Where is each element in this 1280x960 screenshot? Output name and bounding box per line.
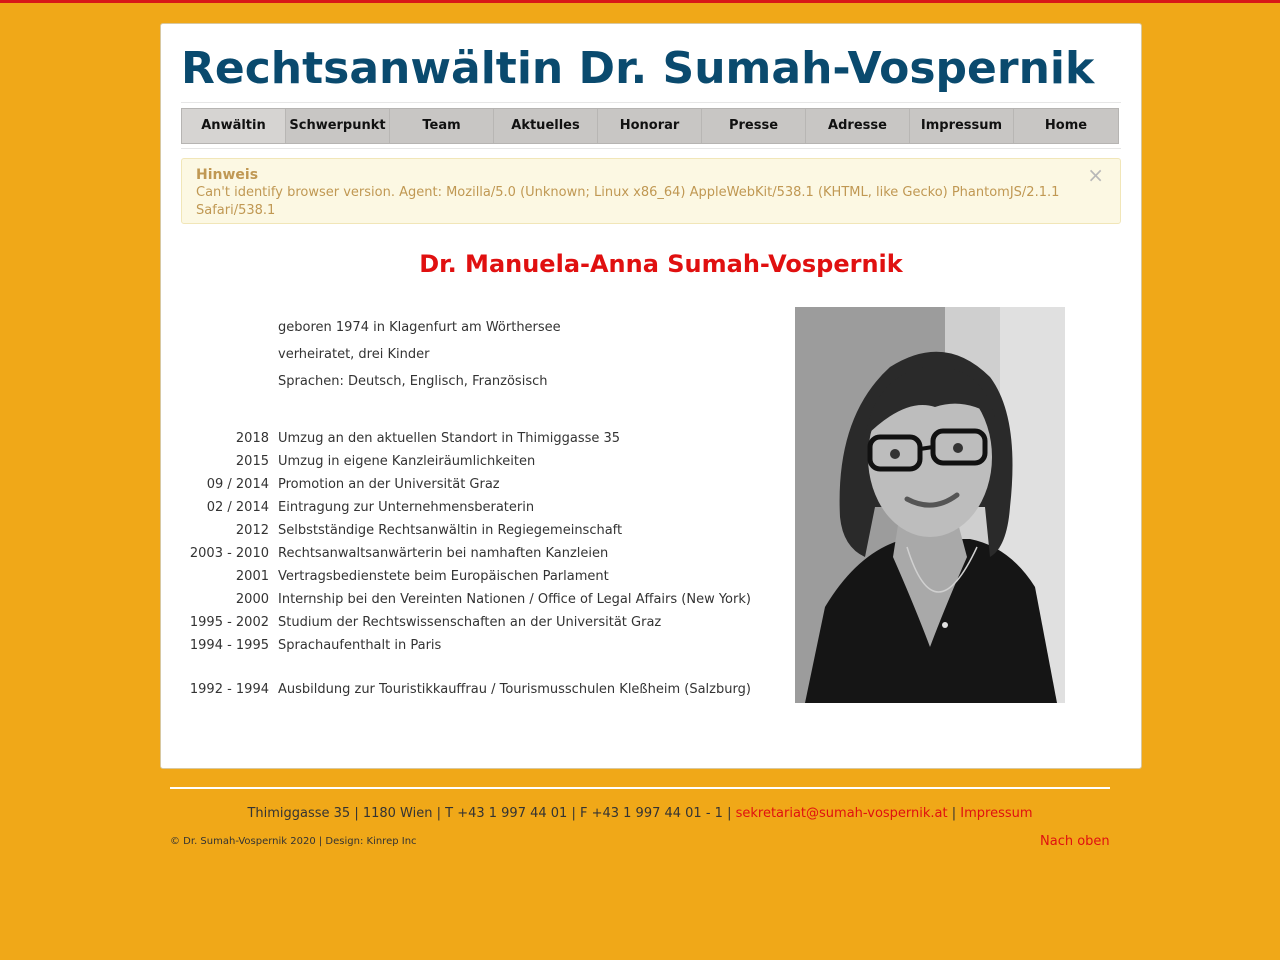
top-accent-line bbox=[0, 0, 1280, 3]
fact-languages: Sprachen: Deutsch, Englisch, Französisch bbox=[278, 374, 548, 389]
nav-item-honorar[interactable]: Honorar bbox=[598, 109, 702, 143]
timeline-row bbox=[181, 680, 751, 703]
timeline-text: Vertragsbedienstete beim Europäischen Parlament bbox=[278, 569, 609, 584]
timeline-year: 1992 - 1994 bbox=[189, 682, 269, 697]
timeline-year: 2012 bbox=[235, 523, 269, 538]
content-card bbox=[160, 23, 1142, 769]
timeline-row bbox=[181, 452, 751, 475]
timeline-row bbox=[181, 613, 751, 636]
timeline-year: 09 / 2014 bbox=[206, 477, 269, 492]
timeline-text: Sprachaufenthalt in Paris bbox=[278, 638, 442, 653]
nav-item-schwerpunkt[interactable]: Schwerpunkt bbox=[286, 109, 390, 143]
email-link[interactable]: sekretariat@sumah-vospernik.at bbox=[735, 806, 948, 821]
divider bbox=[181, 102, 1121, 103]
copyright: © Dr. Sumah-Vospernik 2020 | Design: Kinrep Inc bbox=[170, 836, 417, 847]
browser-warning-alert bbox=[181, 158, 1121, 224]
footer-divider bbox=[170, 787, 1110, 789]
timeline-text: Umzug in eigene Kanzleiräumlichkeiten bbox=[278, 454, 536, 469]
site-title: Rechtsanwältin Dr. Sumah-Vospernik bbox=[181, 43, 1095, 94]
timeline-row bbox=[181, 544, 751, 567]
portrait-illustration bbox=[795, 307, 1065, 703]
person-name: Dr. Manuela-Anna Sumah-Vospernik bbox=[419, 250, 903, 278]
timeline-year: 1995 - 2002 bbox=[189, 615, 269, 630]
timeline-row bbox=[181, 521, 751, 544]
fact-family: verheiratet, drei Kinder bbox=[278, 347, 430, 362]
main-navigation bbox=[181, 108, 1119, 144]
divider bbox=[181, 148, 1121, 149]
footer-address: Thimiggasse 35 | 1180 Wien | T +43 1 997 44 01 | F +43 1 997 44 01 - 1 | bbox=[247, 806, 732, 821]
timeline-year: 2018 bbox=[235, 431, 269, 446]
nav-item-aktuelles[interactable]: Aktuelles bbox=[494, 109, 598, 143]
timeline-text: Internship bei den Vereinten Nationen / Office of Legal Affairs (New York) bbox=[278, 592, 751, 607]
timeline-year: 2001 bbox=[235, 569, 269, 584]
close-icon[interactable]: × bbox=[1087, 163, 1104, 187]
timeline-row bbox=[181, 429, 751, 452]
timeline-row bbox=[181, 590, 751, 613]
portrait-photo bbox=[795, 307, 1065, 703]
back-to-top-link[interactable]: Nach oben bbox=[1040, 834, 1110, 849]
timeline-year: 2015 bbox=[235, 454, 269, 469]
nav-item-anwaeltin[interactable]: Anwältin bbox=[182, 109, 286, 143]
nav-item-home[interactable]: Home bbox=[1044, 118, 1088, 133]
impressum-link[interactable]: Impressum bbox=[960, 806, 1033, 821]
timeline-text: Promotion an der Universität Graz bbox=[278, 477, 500, 492]
fact-birth: geboren 1974 in Klagenfurt am Wörthersee bbox=[278, 320, 561, 335]
career-timeline bbox=[181, 429, 751, 703]
nav-item-presse[interactable]: Presse bbox=[702, 109, 806, 143]
timeline-row bbox=[181, 636, 751, 659]
footer-separator: | bbox=[951, 806, 957, 821]
footer-contact bbox=[0, 806, 1280, 821]
timeline-year: 2003 - 2010 bbox=[189, 546, 269, 561]
timeline-text: Eintragung zur Unternehmensberaterin bbox=[278, 500, 535, 515]
nav-item-adresse[interactable]: Adresse bbox=[806, 109, 910, 143]
alert-message: Can't identify browser version. Agent: Mozilla/5.0 (Unknown; Linux x86_64) AppleWebKit/538.1 (KHTML, like Gecko) PhantomJS/2.1.1 Safari/538.1 bbox=[196, 185, 1060, 218]
timeline-text: Selbstständige Rechtsanwältin in Regiegemeinschaft bbox=[278, 523, 623, 538]
nav-item-team[interactable]: Team bbox=[390, 109, 494, 143]
timeline-row bbox=[181, 567, 751, 590]
timeline-year: 1994 - 1995 bbox=[189, 638, 269, 653]
timeline-text: Studium der Rechtswissenschaften an der Universität Graz bbox=[278, 615, 662, 630]
timeline-row bbox=[181, 475, 751, 498]
alert-title: Hinweis bbox=[196, 167, 259, 183]
timeline-text: Rechtsanwaltsanwärterin bei namhaften Kanzleien bbox=[278, 546, 609, 561]
timeline-text: Ausbildung zur Touristikkauffrau / Tourismusschulen Kleßheim (Salzburg) bbox=[278, 682, 751, 697]
timeline-row bbox=[181, 498, 751, 521]
timeline-text: Umzug an den aktuellen Standort in Thimiggasse 35 bbox=[278, 431, 621, 446]
nav-item-impressum[interactable]: Impressum bbox=[910, 109, 1014, 143]
timeline-year: 02 / 2014 bbox=[206, 500, 269, 515]
timeline-year: 2000 bbox=[235, 592, 269, 607]
personal-facts bbox=[278, 318, 561, 399]
